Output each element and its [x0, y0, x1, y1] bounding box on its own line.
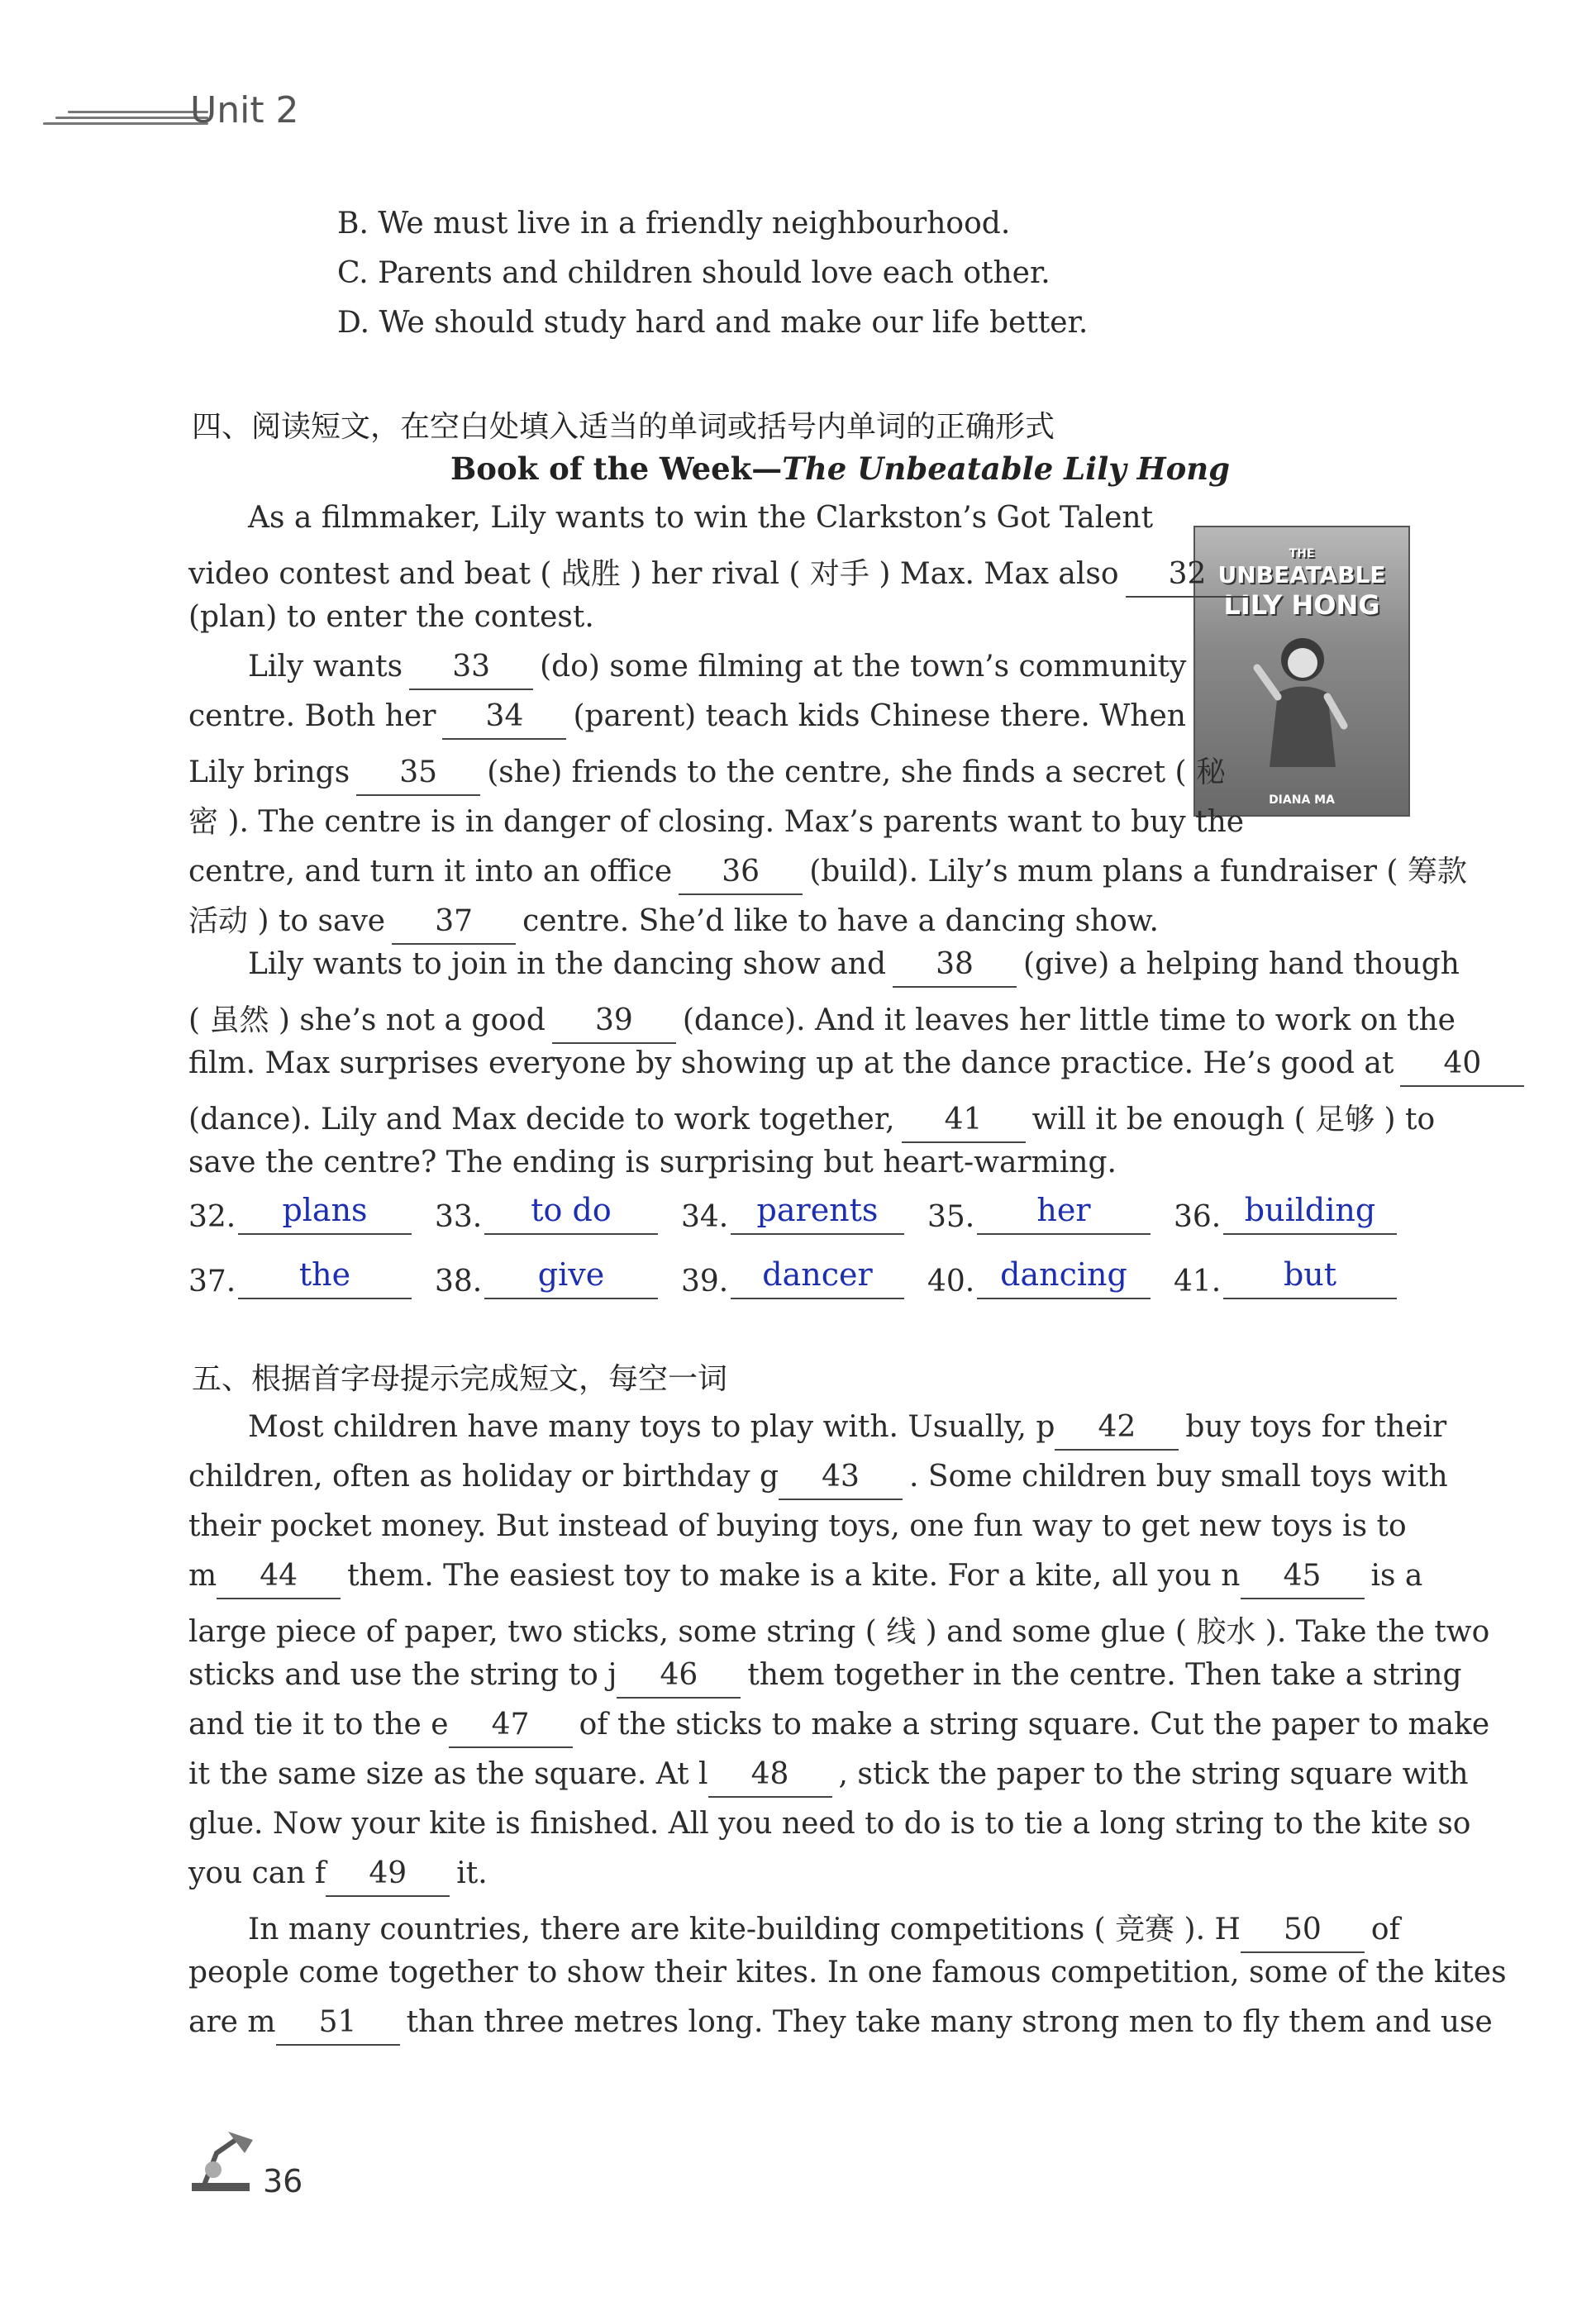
book-title-name: The Unbeatable Lily Hong: [782, 450, 1231, 487]
passage-text: them together in the centre. Then take a string: [747, 1658, 1462, 1692]
passage-line: 密 ). The centre is in danger of closing. Max’s parents want to buy the: [188, 805, 1245, 839]
blank-51: 51: [276, 2008, 400, 2046]
passage-text: (build). Lily’s mum plans a fundraiser ( 筹款: [809, 855, 1467, 889]
cover-title-lily-hong: LILY HONG: [1223, 589, 1380, 621]
option-c: C. Parents and children should love each other.: [337, 256, 1051, 290]
blank-37: 37: [392, 907, 516, 945]
section-5-heading: 五、根据首字母提示完成短文，每空一词: [192, 1362, 728, 1396]
handwritten-answer: building: [1223, 1192, 1397, 1235]
passage-line: glue. Now your kite is finished. All you need to do is to tie a long string to the kite so: [188, 1807, 1471, 1841]
passage-text: Lily brings: [188, 755, 350, 789]
answer-row: [188, 1256, 1412, 1314]
passage-line: [248, 947, 1460, 988]
blank-43: 43: [779, 1462, 903, 1500]
passage-line: people come together to show their kites. In one famous competition, some of the kites: [188, 1956, 1507, 1989]
passage-text: . Some children buy small toys with: [909, 1460, 1448, 1494]
book-title: [450, 450, 1230, 487]
passage-line: As a filmmaker, Lily wants to win the Clarkston’s Got Talent: [248, 501, 1154, 535]
cover-girl-illustration: [1253, 627, 1352, 784]
blank-49: 49: [326, 1859, 450, 1897]
blank-46: 46: [617, 1661, 741, 1699]
blank-50: 50: [1241, 1915, 1365, 1953]
answer-number: 40.: [927, 1265, 975, 1298]
passage-line: [188, 1757, 1469, 1798]
passage-text: it the same size as the square. At l: [188, 1757, 708, 1791]
blank-34: 34: [442, 702, 566, 740]
handwritten-answer: her: [977, 1192, 1151, 1235]
cover-title-the: THE: [1289, 547, 1315, 560]
passage-text: (she) friends to the centre, she finds a secret ( 秘: [487, 755, 1227, 789]
blank-42: 42: [1055, 1413, 1179, 1451]
blank-40: 40: [1400, 1049, 1524, 1087]
passage-line: large piece of paper, two sticks, some string ( 线 ) and some glue ( 胶水 ). Take the two: [188, 1615, 1490, 1649]
answer-number: 34.: [681, 1200, 729, 1234]
passage-text: of: [1370, 1913, 1400, 1946]
passage-line: save the centre? The ending is surprising but heart-warming.: [188, 1146, 1117, 1179]
passage-line: [188, 2005, 1493, 2046]
desk-lamp-icon: [188, 2128, 260, 2194]
passage-text: centre. Both her: [188, 699, 436, 733]
passage-text: m: [188, 1559, 217, 1593]
handwritten-answer: dancer: [731, 1256, 904, 1299]
blank-39: 39: [552, 1006, 676, 1044]
passage-line: [188, 1460, 1448, 1500]
answer-number: 39.: [681, 1265, 729, 1298]
option-d: D. We should study hard and make our life better.: [337, 306, 1089, 340]
passage-text: , stick the paper to the string square with: [838, 1757, 1469, 1791]
passage-text: them. The easiest toy to make is a kite. For a kite, all you n: [347, 1559, 1241, 1593]
passage-text: video contest and beat ( 战胜 ) her rival ( 对手 ) Max. Max also: [188, 557, 1119, 591]
passage-text: of the sticks to make a string square. Cut the paper to make: [579, 1708, 1490, 1742]
passage-text: buy toys for their: [1185, 1410, 1447, 1444]
passage-text: children, often as holiday or birthday g: [188, 1460, 779, 1494]
answer-number: 36.: [1174, 1200, 1222, 1234]
answer-number: 35.: [927, 1200, 975, 1234]
passage-line: [188, 749, 1226, 796]
header-decoration: [43, 111, 208, 131]
blank-41: 41: [902, 1105, 1026, 1143]
passage-line: [188, 1046, 1531, 1087]
handwritten-answer: parents: [731, 1192, 904, 1235]
passage-text: (dance). And it leaves her little time to work on the: [682, 1003, 1455, 1037]
blank-38: 38: [893, 950, 1017, 988]
passage-text: and tie it to the e: [188, 1708, 449, 1742]
page-number: 36: [263, 2163, 303, 2199]
passage-line: [188, 997, 1455, 1044]
passage-text: Lily wants: [248, 650, 403, 684]
passage-line: [188, 550, 1256, 598]
answer-number: 33.: [435, 1200, 483, 1234]
passage-text: is a: [1370, 1559, 1423, 1593]
passage-text: than three metres long. They take many strong men to fly them and use: [406, 2005, 1493, 2039]
handwritten-answer: but: [1223, 1256, 1397, 1299]
passage-text: will it be enough ( 足够 ) to: [1031, 1103, 1436, 1136]
handwritten-answer: plans: [238, 1192, 412, 1235]
passage-text: film. Max surprises everyone by showing up at the dance practice. He’s good at: [188, 1046, 1394, 1080]
passage-line: [188, 1658, 1462, 1699]
passage-line: [188, 699, 1186, 740]
passage-line: [188, 1708, 1489, 1748]
cover-author: DIANA MA: [1269, 793, 1335, 807]
blank-45: 45: [1241, 1561, 1365, 1599]
book-title-prefix: Book of the Week—: [450, 450, 783, 487]
passage-text: ( 虽然 ) she’s not a good: [188, 1003, 545, 1037]
blank-44: 44: [217, 1561, 341, 1599]
answer-number: 41.: [1174, 1265, 1222, 1298]
handwritten-answer: the: [238, 1256, 412, 1299]
blank-48: 48: [708, 1760, 832, 1798]
answer-number: 37.: [188, 1265, 236, 1298]
passage-text: sticks and use the string to j: [188, 1658, 617, 1692]
passage-line: [188, 1856, 488, 1897]
passage-line: [188, 848, 1467, 895]
passage-text: (parent) teach kids Chinese there. When: [573, 699, 1186, 733]
passage-text: are m: [188, 2005, 276, 2039]
passage-line: [188, 1559, 1422, 1599]
blank-47: 47: [449, 1710, 573, 1748]
blank-32: 32: [1126, 560, 1250, 598]
passage-text: you can f: [188, 1856, 326, 1890]
passage-text: Lily wants to join in the dancing show and: [248, 947, 886, 981]
passage-line: [248, 650, 1186, 690]
passage-text: In many countries, there are kite-building competitions ( 竞赛 ). H: [248, 1913, 1241, 1946]
option-b: B. We must live in a friendly neighbourhood.: [337, 207, 1011, 241]
passage-text: centre. She’d like to have a dancing show.: [522, 904, 1159, 938]
blank-33: 33: [409, 652, 533, 690]
blank-35: 35: [356, 758, 480, 796]
unit-title: Unit 2: [190, 89, 299, 131]
passage-line: (plan) to enter the contest.: [188, 600, 594, 634]
handwritten-answer: to do: [484, 1192, 658, 1235]
answer-number: 32.: [188, 1200, 236, 1234]
passage-line: [188, 898, 1159, 945]
section-4-heading: 四、阅读短文，在空白处填入适当的单词或括号内单词的正确形式: [192, 410, 1055, 444]
answer-number: 38.: [435, 1265, 483, 1298]
passage-line: their pocket money. But instead of buying toys, one fun way to get new toys is to: [188, 1509, 1407, 1543]
passage-text: 活动 ) to save: [188, 904, 386, 938]
cover-title-unbeatable: UNBEATABLE: [1217, 561, 1386, 588]
passage-line: [248, 1906, 1400, 1953]
passage-text: centre, and turn it into an office: [188, 855, 673, 889]
passage-line: [188, 1096, 1435, 1143]
passage-text: (give) a helping hand though: [1023, 947, 1460, 981]
handwritten-answer: dancing: [977, 1256, 1151, 1299]
passage-text: it.: [456, 1856, 488, 1890]
passage-text: (do) some filming at the town’s community: [540, 650, 1187, 684]
blank-36: 36: [679, 857, 803, 895]
passage-text: (dance). Lily and Max decide to work together,: [188, 1103, 895, 1136]
passage-text: Most children have many toys to play with. Usually, p: [248, 1410, 1055, 1444]
answer-row: [188, 1192, 1412, 1250]
passage-line: [248, 1410, 1446, 1451]
handwritten-answer: give: [484, 1256, 658, 1299]
